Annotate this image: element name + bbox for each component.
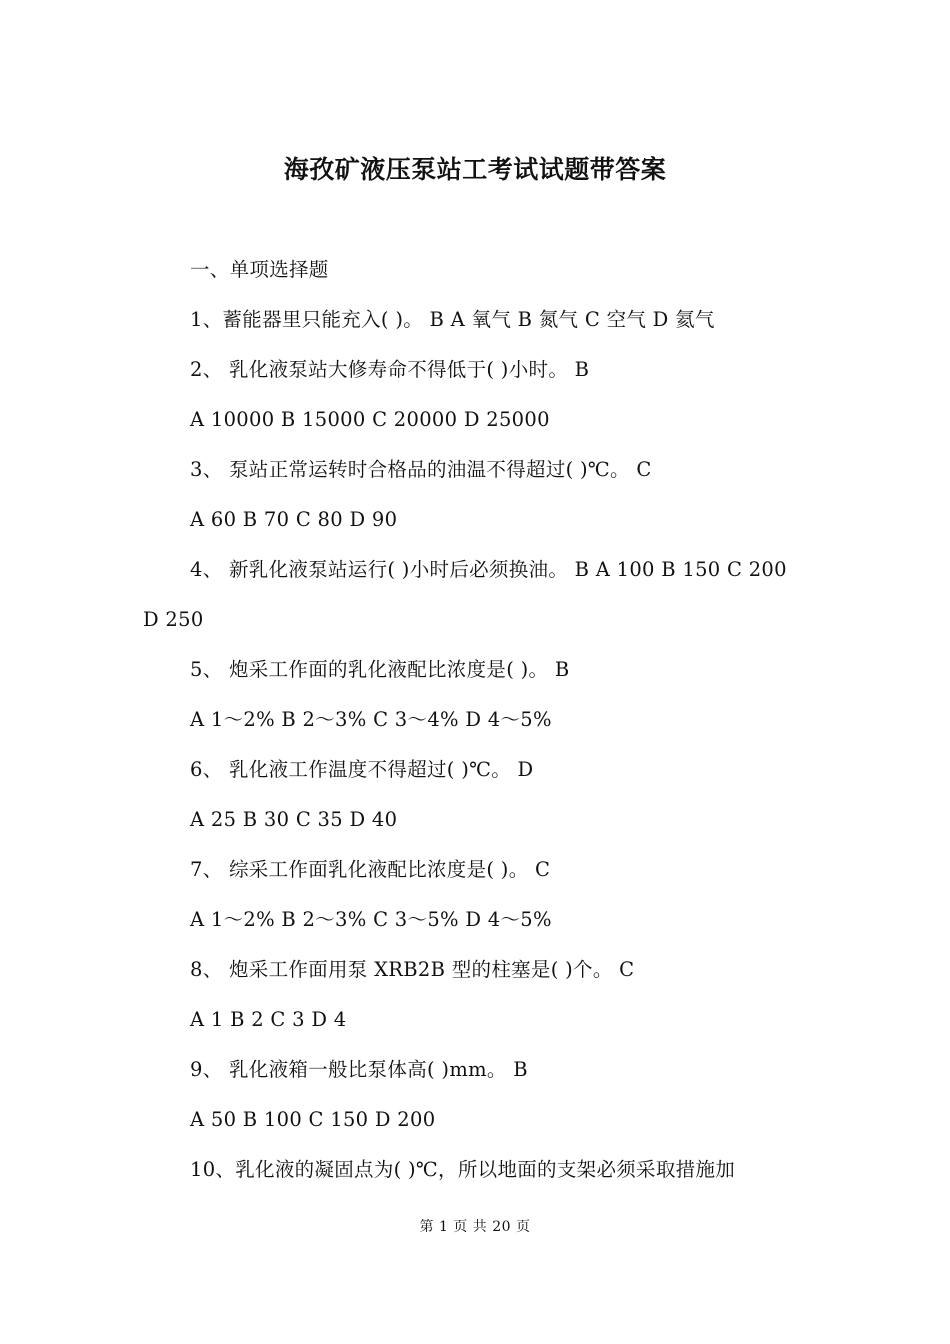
options-line: A 60 B 70 C 80 D 90 xyxy=(190,508,398,531)
question-line: 6、 乳化液工作温度不得超过( )℃。 D xyxy=(190,758,534,781)
question-line: 3、 泵站正常运转时合格品的油温不得超过( )℃。 C xyxy=(190,458,652,481)
question-line: 5、 炮采工作面的乳化液配比浓度是( )。 B xyxy=(190,658,570,681)
question-line: 2、 乳化液泵站大修寿命不得低于( )小时。 B xyxy=(190,358,590,381)
question-line: 7、 综采工作面乳化液配比浓度是( )。 C xyxy=(190,858,551,881)
page-footer: 第 1 页 共 20 页 xyxy=(419,1219,531,1235)
options-line: A 25 B 30 C 35 D 40 xyxy=(190,808,398,831)
options-line: A 10000 B 15000 C 20000 D 25000 xyxy=(190,408,550,431)
section-heading: 一、单项选择题 xyxy=(190,258,329,281)
page-title: 海孜矿液压泵站工考试试题带答案 xyxy=(283,155,667,184)
question-line: 8、 炮采工作面用泵 XRB2B 型的柱塞是( )个。 C xyxy=(190,958,635,981)
question-line: 10、乳化液的凝固点为( )℃，所以地面的支架必须采取措施加 xyxy=(190,1158,736,1181)
question-line: 4、 新乳化液泵站运行( )小时后必须换油。 B A 100 B 150 C 200 xyxy=(190,558,787,581)
options-line: A 1～2% B 2～3% C 3～5% D 4～5% xyxy=(190,908,552,931)
options-line: A 1～2% B 2～3% C 3～4% D 4～5% xyxy=(190,708,552,731)
question-line: 1、蓄能器里只能充入( )。 B A 氧气 B 氮气 C 空气 D 氦气 xyxy=(190,308,715,331)
question-line: 9、 乳化液箱一般比泵体高( )mm。 B xyxy=(190,1058,528,1081)
options-line: A 1 B 2 C 3 D 4 xyxy=(190,1008,347,1031)
options-line: A 50 B 100 C 150 D 200 xyxy=(190,1108,436,1131)
options-line: D 250 xyxy=(143,608,204,631)
